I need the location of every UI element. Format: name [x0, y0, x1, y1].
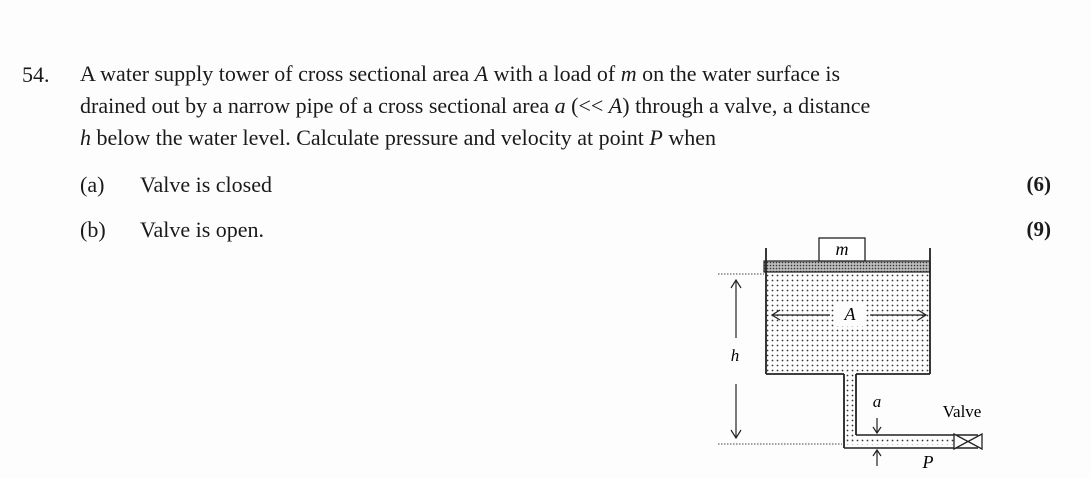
point-label: P [922, 452, 934, 472]
variable-P: P [649, 125, 663, 150]
part-a-label: (a) [80, 172, 105, 197]
mass-label: m [835, 239, 849, 259]
pipe-area-label: a [872, 392, 882, 411]
part-b-marks: (9) [1026, 217, 1051, 241]
text-segment: with a load of [488, 61, 621, 86]
question-line-3 [80, 122, 1055, 154]
text-segment: drained out by a narrow pipe of a cross sectional area [80, 93, 555, 118]
water-tower-diagram [700, 228, 1000, 474]
text-segment: (<< [565, 93, 609, 118]
pipe-water-horizontal [846, 437, 966, 445]
variable-h: h [80, 125, 91, 150]
text-segment: A water supply tower of cross sectional area [80, 61, 475, 86]
text-segment: ) through a valve, a distance [622, 93, 871, 118]
part-a-text: Valve is closed [140, 172, 272, 197]
question-number: 54. [22, 62, 50, 87]
part-a-marks: (6) [1026, 172, 1051, 196]
height-label: h [730, 346, 740, 365]
question-line-1 [80, 58, 1055, 90]
valve-label: Valve [942, 402, 982, 421]
part-b-text: Valve is open. [140, 217, 265, 242]
pipe-arrow-down [873, 418, 881, 433]
text-segment: on the water surface is [636, 61, 841, 86]
height-arrow-up [731, 280, 741, 338]
question-line-2 [80, 90, 1055, 122]
variable-A: A [474, 61, 489, 86]
text-segment: when [662, 125, 716, 150]
load-plate [764, 261, 930, 272]
text-segment: below the water level. Calculate pressure and velocity at point [91, 125, 650, 150]
pipe-arrow-up [873, 450, 881, 466]
height-arrow-down [731, 384, 741, 438]
variable-m: m [620, 61, 637, 86]
variable-a: a [554, 93, 566, 118]
pipe-water [846, 372, 854, 440]
area-label: A [844, 304, 856, 324]
valve-icon [954, 434, 982, 449]
part-b-label: (b) [80, 217, 106, 242]
question-text [80, 58, 1055, 154]
variable-A: A [608, 93, 623, 118]
